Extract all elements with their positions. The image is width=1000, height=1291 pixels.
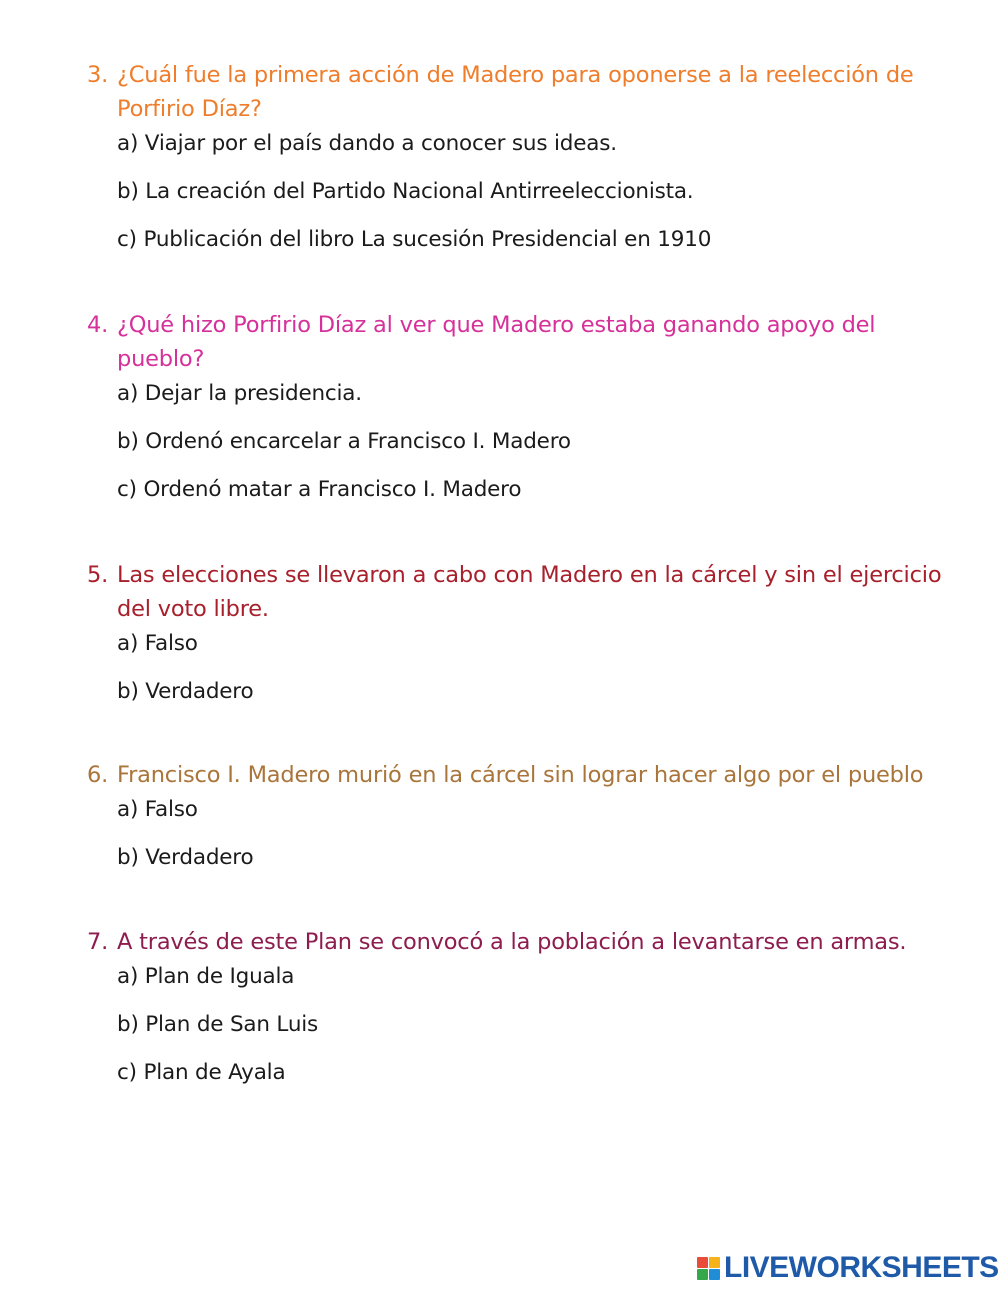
answer-option[interactable]: a) Falso xyxy=(117,797,198,822)
logo-square-icon xyxy=(709,1257,720,1268)
answer-option[interactable]: c) Plan de Ayala xyxy=(117,1060,286,1085)
question-5-header xyxy=(87,558,947,626)
answer-option[interactable]: a) Viajar por el país dando a conocer sus ideas. xyxy=(117,131,617,156)
question-6-header xyxy=(87,758,947,792)
question-number: 5. xyxy=(87,562,109,588)
question-text: Francisco I. Madero murió en la cárcel sin lograr hacer algo por el pueblo xyxy=(117,762,924,788)
question-number: 6. xyxy=(87,762,109,788)
question-number: 4. xyxy=(87,312,109,338)
answer-option[interactable]: c) Publicación del libro La sucesión Presidencial en 1910 xyxy=(117,227,712,252)
question-text: ¿Cuál fue la primera acción de Madero para oponerse a la reelección de Porfirio Díaz? xyxy=(117,62,914,122)
liveworksheets-logo-icon xyxy=(697,1257,720,1280)
logo-square-icon xyxy=(709,1269,720,1280)
logo-square-icon xyxy=(697,1257,708,1268)
question-number: 7. xyxy=(87,929,109,955)
question-5 xyxy=(87,558,947,709)
question-number: 3. xyxy=(87,62,109,88)
answer-option[interactable]: b) Ordenó encarcelar a Francisco I. Madero xyxy=(117,429,571,454)
question-4-header xyxy=(87,308,947,376)
question-3 xyxy=(87,58,947,257)
question-text: ¿Qué hizo Porfirio Díaz al ver que Madero estaba ganando apoyo del pueblo? xyxy=(117,312,876,372)
answer-option[interactable]: b) Verdadero xyxy=(117,845,254,870)
question-4 xyxy=(87,308,947,507)
answer-option[interactable]: a) Dejar la presidencia. xyxy=(117,381,362,406)
logo-square-icon xyxy=(697,1269,708,1280)
answer-option[interactable]: b) Plan de San Luis xyxy=(117,1012,319,1037)
question-7 xyxy=(87,925,947,1090)
question-text: A través de este Plan se convocó a la población a levantarse en armas. xyxy=(117,929,907,955)
question-text: Las elecciones se llevaron a cabo con Madero en la cárcel y sin el ejercicio del voto libre. xyxy=(117,562,942,622)
question-3-header xyxy=(87,58,947,126)
answer-option[interactable]: b) Verdadero xyxy=(117,679,254,704)
question-7-header xyxy=(87,925,947,959)
logo-text: LIVEWORKSHEETS xyxy=(724,1251,999,1284)
answer-option[interactable]: a) Falso xyxy=(117,631,198,656)
question-6 xyxy=(87,758,947,875)
answer-option[interactable]: b) La creación del Partido Nacional Antirreeleccionista. xyxy=(117,179,694,204)
liveworksheets-logo xyxy=(697,1253,999,1283)
answer-option[interactable]: c) Ordenó matar a Francisco I. Madero xyxy=(117,477,522,502)
answer-option[interactable]: a) Plan de Iguala xyxy=(117,964,295,989)
